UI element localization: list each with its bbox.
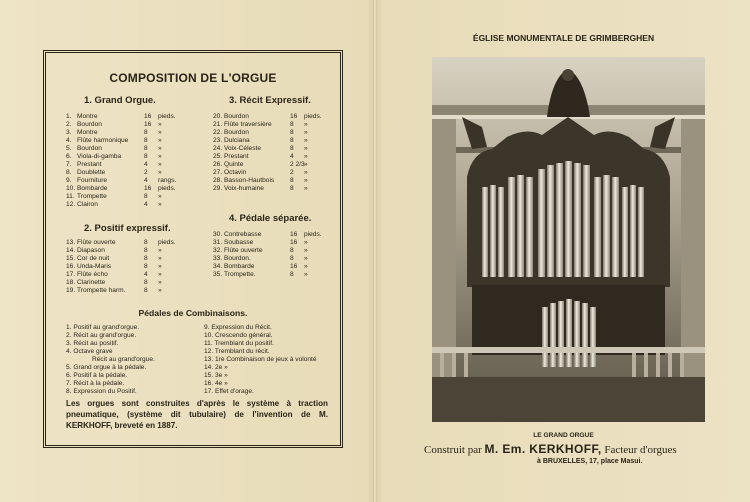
stop-name: Basson-Hautbois (224, 177, 275, 184)
stop-unit: » (158, 145, 162, 152)
stop-size: 8 (144, 263, 148, 270)
stop-row (66, 271, 201, 279)
stop-size: 8 (144, 247, 148, 254)
stop-row (213, 231, 328, 239)
stop-number: 29. (213, 185, 223, 192)
stop-size: 8 (290, 185, 294, 192)
stop-row (213, 263, 328, 271)
stop-unit: » (304, 169, 308, 176)
stop-name: Clairon (77, 201, 98, 208)
stop-number: 12. (66, 201, 76, 208)
stop-unit: » (158, 161, 162, 168)
stop-name: Bombarde (224, 263, 255, 270)
combination-item: 16. 4e » (204, 380, 228, 387)
stop-size: 8 (144, 137, 148, 144)
stop-name: Flûte ouverte (77, 239, 116, 246)
stop-row (66, 137, 201, 145)
stop-number: 3. (66, 129, 72, 136)
combination-item: 4. Octave grave (66, 348, 113, 355)
stop-row (213, 161, 328, 169)
stop-row (66, 113, 201, 121)
builder-suffix: Facteur d'orgues (604, 444, 677, 456)
stop-size: 4 (290, 153, 294, 160)
stop-name: Bourdon (224, 113, 249, 120)
stop-unit: » (304, 247, 308, 254)
stop-size: 2 2/3 (290, 161, 305, 168)
stop-unit: » (304, 161, 308, 168)
stop-size: 8 (144, 239, 148, 246)
page-fold (373, 0, 377, 502)
stop-name: Flûte traversière (224, 121, 272, 128)
stop-number: 31. (213, 239, 223, 246)
pedales-list-left (66, 324, 206, 396)
stop-number: 6. (66, 153, 72, 160)
combination-item: 13. 1re Combinaison de jeux à volonté (204, 356, 317, 363)
stop-number: 13. (66, 239, 76, 246)
combination-item: 3. Récit au positif. (66, 340, 119, 347)
stop-row (213, 247, 328, 255)
combination-item: 11. Tremblant du positif. (204, 340, 274, 347)
stops-grand-orgue (66, 113, 201, 209)
stop-size: 16 (144, 113, 152, 120)
stop-row (213, 271, 328, 279)
stop-name: Unda-Maris (77, 263, 112, 270)
stop-unit: » (158, 137, 162, 144)
stop-name: Flûte ouverte (224, 247, 263, 254)
stop-number: 20. (213, 113, 223, 120)
combination-item: 6. Positif à la pédale. (66, 372, 128, 379)
stop-unit: pieds. (158, 113, 176, 120)
pedales-heading: Pédales de Combinaisons. (138, 308, 248, 318)
stop-unit: » (304, 137, 308, 144)
stop-name: Soubasse (224, 239, 254, 246)
stop-number: 34. (213, 263, 223, 270)
stop-row (66, 153, 201, 161)
stop-size: 8 (290, 271, 294, 278)
stop-row (213, 145, 328, 153)
stop-name: Bourdon. (224, 255, 251, 262)
stop-row (66, 121, 201, 129)
stop-number: 18. (66, 279, 76, 286)
stop-unit: » (158, 201, 162, 208)
stop-row (66, 129, 201, 137)
stop-unit: » (158, 153, 162, 160)
stop-number: 15. (66, 255, 76, 262)
stop-row (66, 177, 201, 185)
composition-title: COMPOSITION DE L'ORGUE (109, 71, 277, 85)
stops-pedale (213, 231, 328, 279)
stop-size: 8 (290, 129, 294, 136)
stop-size: 8 (144, 145, 148, 152)
stop-unit: » (158, 271, 162, 278)
stop-number: 8. (66, 169, 72, 176)
stop-unit: » (158, 193, 162, 200)
combination-item: 10. Crescendo général. (204, 332, 273, 339)
stop-name: Voix-Céleste (224, 145, 262, 152)
stop-name: Dulciana (224, 137, 250, 144)
stop-row (66, 161, 201, 169)
stop-number: 25. (213, 153, 223, 160)
stop-row (66, 201, 201, 209)
combination-item: 15. 3e » (204, 372, 228, 379)
combination-item: 8. Expression du Positif. (66, 388, 137, 395)
stop-name: Quinte (224, 161, 244, 168)
stop-row (213, 113, 328, 121)
stop-unit: » (158, 263, 162, 270)
stop-number: 24. (213, 145, 223, 152)
stop-name: Montre (77, 129, 98, 136)
stop-number: 5. (66, 145, 72, 152)
builder-address: à BRUXELLES, 17, place Masui. (537, 458, 643, 465)
stop-unit: » (158, 279, 162, 286)
stop-name: Trompette harm. (77, 287, 126, 294)
stop-size: 16 (290, 263, 298, 270)
stop-size: 8 (144, 287, 148, 294)
stop-name: Viola-di-gamba (77, 153, 122, 160)
stop-name: Bourdon (77, 145, 102, 152)
builder-line (424, 442, 677, 456)
stop-row (66, 239, 201, 247)
section-heading-grand-orgue: 1. Grand Orgue. (84, 95, 156, 106)
stop-row (66, 263, 201, 271)
stop-row (66, 145, 201, 153)
stop-number: 33. (213, 255, 223, 262)
combination-item: 17. Effet d'orage. (204, 388, 254, 395)
stop-unit: » (304, 129, 308, 136)
stop-size: 8 (144, 129, 148, 136)
stop-size: 16 (290, 239, 298, 246)
stop-size: 4 (144, 161, 148, 168)
stop-number: 17. (66, 271, 76, 278)
stop-name: Trompette. (224, 271, 256, 278)
stop-size: 4 (144, 271, 148, 278)
stop-size: 8 (290, 121, 294, 128)
stop-size: 2 (290, 169, 294, 176)
stop-size: 8 (290, 255, 294, 262)
section-heading-positif: 2. Positif expressif. (84, 223, 171, 234)
stops-recit (213, 113, 328, 193)
stop-unit: rangs. (158, 177, 177, 184)
stop-number: 2. (66, 121, 72, 128)
stop-name: Fourniture (77, 177, 108, 184)
organ-photo (432, 57, 705, 422)
stop-row (66, 169, 201, 177)
stop-unit: » (158, 121, 162, 128)
stop-size: 8 (290, 247, 294, 254)
stop-row (213, 137, 328, 145)
stop-unit: » (158, 169, 162, 176)
stop-unit: » (304, 271, 308, 278)
stop-size: 8 (144, 153, 148, 160)
stop-number: 4. (66, 137, 72, 144)
stop-number: 35. (213, 271, 223, 278)
combination-item: 12. Tremblant du récit. (204, 348, 270, 355)
builder-name: M. Em. KERKHOFF, (484, 442, 602, 456)
combination-item: 7. Récit à la pédale. (66, 380, 125, 387)
pedales-list-right (204, 324, 334, 396)
stop-size: 8 (144, 193, 148, 200)
stop-unit: pieds. (304, 231, 322, 238)
stop-number: 22. (213, 129, 223, 136)
stop-name: Flûte écho (77, 271, 108, 278)
stop-unit: » (304, 255, 308, 262)
stop-row (213, 255, 328, 263)
stop-unit: » (158, 287, 162, 294)
stop-name: Clarinette (77, 279, 106, 286)
stop-size: 16 (290, 113, 298, 120)
stop-name: Octavin (224, 169, 247, 176)
stop-size: 8 (290, 145, 294, 152)
stop-row (213, 153, 328, 161)
combination-item: Récit au grand'orgue. (92, 356, 155, 363)
stop-number: 28. (213, 177, 223, 184)
stop-number: 11. (66, 193, 75, 200)
stop-size: 4 (144, 201, 148, 208)
stop-number: 21. (213, 121, 223, 128)
stop-size: 16 (144, 121, 152, 128)
section-heading-recit: 3. Récit Expressif. (229, 95, 311, 106)
stop-number: 19. (66, 287, 76, 294)
combination-item: 1. Positif au grand'orgue. (66, 324, 140, 331)
stop-unit: » (304, 145, 308, 152)
stop-unit: » (304, 239, 308, 246)
stop-name: Diapason (77, 247, 105, 254)
combination-item: 14. 2e » (204, 364, 228, 371)
stop-size: 16 (144, 185, 152, 192)
stop-size: 8 (290, 137, 294, 144)
stop-row (66, 287, 201, 295)
stop-row (213, 185, 328, 193)
stop-name: Bourdon (224, 129, 249, 136)
stop-row (66, 185, 201, 193)
stop-number: 16. (66, 263, 76, 270)
builder-prefix: Construit par (424, 444, 482, 456)
combination-item: 5. Grand orgue à la pédale. (66, 364, 147, 371)
stop-unit: » (304, 263, 308, 270)
stop-name: Contrebasse (224, 231, 262, 238)
stop-size: 2 (144, 169, 148, 176)
stop-number: 27. (213, 169, 223, 176)
stop-name: Bombarde (77, 185, 108, 192)
stop-unit: » (158, 255, 162, 262)
stop-row (213, 239, 328, 247)
photo-caption: LE GRAND ORGUE (533, 432, 594, 439)
stop-unit: » (304, 121, 308, 128)
stop-number: 14. (66, 247, 76, 254)
stop-name: Doublette (77, 169, 106, 176)
stop-size: 16 (290, 231, 298, 238)
stop-number: 7. (66, 161, 72, 168)
stop-name: Voix-humaine (224, 185, 264, 192)
stop-row (66, 193, 201, 201)
stop-name: Bourdon (77, 121, 102, 128)
stop-unit: » (158, 247, 162, 254)
stop-row (66, 279, 201, 287)
stop-row (213, 169, 328, 177)
stop-size: 4 (144, 177, 148, 184)
stop-unit: pieds. (158, 185, 176, 192)
combination-item: 2. Récit au grand'orgue. (66, 332, 137, 339)
stop-number: 23. (213, 137, 223, 144)
stop-row (213, 121, 328, 129)
stop-size: 8 (144, 279, 148, 286)
stop-row (66, 255, 201, 263)
stop-number: 32. (213, 247, 223, 254)
combination-item: 9. Expression du Récit. (204, 324, 272, 331)
stop-row (213, 177, 328, 185)
church-title: ÉGLISE MONUMENTALE DE GRIMBERGHEN (472, 33, 655, 43)
stop-row (66, 247, 201, 255)
stop-unit: pieds. (304, 113, 322, 120)
stops-positif (66, 239, 201, 295)
stop-name: Prestant (77, 161, 102, 168)
stop-number: 9. (66, 177, 72, 184)
stop-name: Montre (77, 113, 98, 120)
stop-unit: » (158, 129, 162, 136)
stop-number: 26. (213, 161, 223, 168)
stop-size: 8 (290, 177, 294, 184)
stop-number: 30. (213, 231, 223, 238)
stop-unit: » (304, 185, 308, 192)
stop-number: 1. (66, 113, 72, 120)
stop-name: Cor de nuit (77, 255, 110, 262)
stop-name: Prestant (224, 153, 249, 160)
stop-size: 8 (144, 255, 148, 262)
stop-unit: » (304, 177, 308, 184)
stop-row (213, 129, 328, 137)
stop-name: Trompette (77, 193, 107, 200)
stop-number: 10. (66, 185, 76, 192)
stop-unit: » (304, 153, 308, 160)
composition-frame (43, 50, 343, 448)
traction-note: Les orgues sont construites d'après le système à traction pneumatique, (système dit tubulaire) de l'invention de M. KERKHOFF, breveté en 1887. (66, 399, 328, 430)
stop-unit: pieds. (158, 239, 176, 246)
section-heading-pedale: 4. Pédale séparée. (229, 213, 312, 224)
stop-name: Flûte harmonique (77, 137, 129, 144)
organ-image (432, 57, 705, 422)
